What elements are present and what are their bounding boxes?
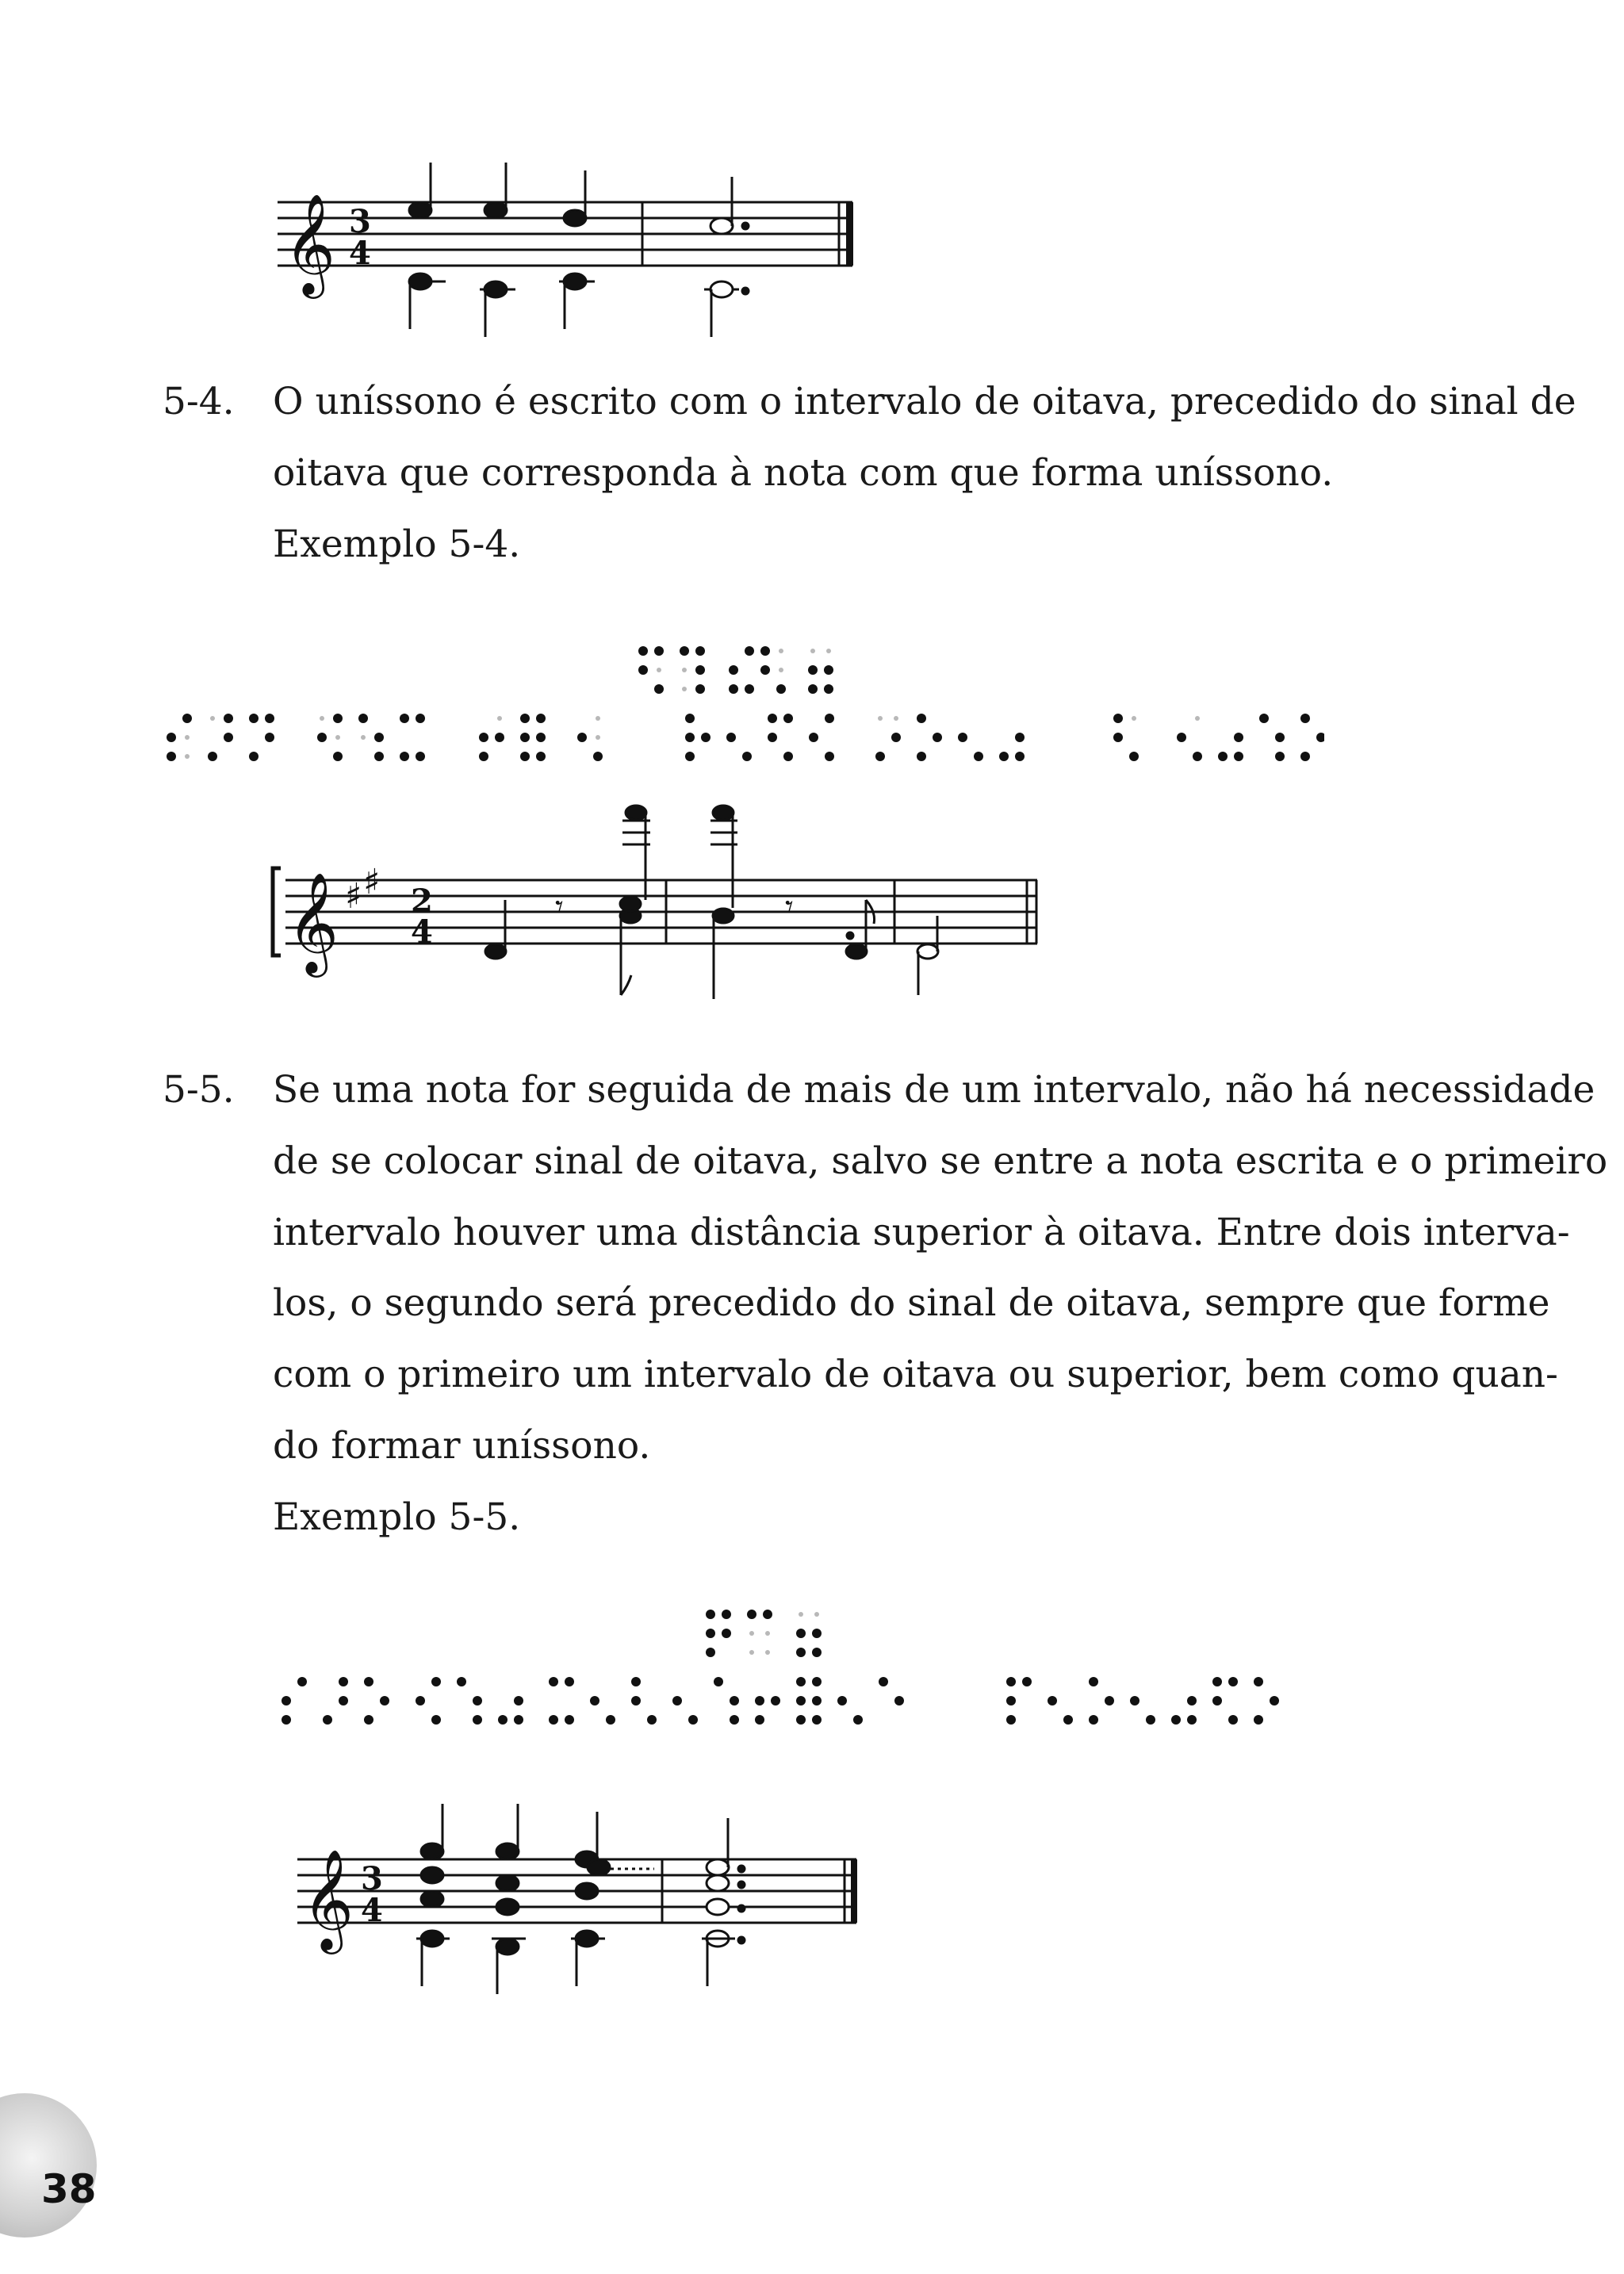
- time-sig-top: 2: [411, 882, 433, 920]
- svg-text:♯: ♯: [363, 862, 381, 902]
- time-sig-bottom: 4: [411, 913, 433, 951]
- section-number: 5-4.: [163, 380, 235, 423]
- braille-line-5-4: [167, 714, 1324, 764]
- svg-text:♯: ♯: [345, 876, 362, 917]
- page-number: 38: [41, 2166, 97, 2212]
- svg-text:𝄞: 𝄞: [284, 193, 336, 294]
- paragraph-line: Se uma nota for seguida de mais de um intervalo, não há necessidade: [273, 1068, 1595, 1112]
- braille-header-5-4: [638, 646, 852, 697]
- time-sig-bottom: 4: [361, 1892, 383, 1929]
- time-sig-bottom: 4: [349, 235, 371, 272]
- svg-text:𝄞: 𝄞: [287, 871, 339, 973]
- paragraph-line: oitava que corresponda à nota com que forma uníssono.: [273, 451, 1334, 495]
- time-sig-top: 3: [361, 1860, 383, 1897]
- svg-text:𝄞: 𝄞: [302, 1848, 354, 1950]
- svg-text:𝄾: 𝄾: [785, 889, 794, 925]
- svg-text:𝄾: 𝄾: [555, 889, 564, 925]
- time-sig-top: 3: [349, 203, 371, 240]
- section-number: 5-5.: [163, 1068, 235, 1112]
- paragraph-line: de se colocar sinal de oitava, salvo se entre a nota escrita e o primeiro: [273, 1139, 1608, 1183]
- score-top: [270, 155, 872, 361]
- score-example-5-4: [270, 797, 1063, 1019]
- braille-line-5-5: [282, 1677, 1312, 1728]
- paragraph-line: los, o segundo será precedido do sinal de oitava, sempre que forme: [273, 1281, 1550, 1325]
- paragraph-line: intervalo houver uma distância superior à oitava. Entre dois interva-: [273, 1211, 1570, 1254]
- example-label: Exemplo 5-4.: [273, 523, 521, 566]
- braille-header-5-5: [706, 1610, 833, 1660]
- paragraph-line: do formar uníssono.: [273, 1424, 651, 1468]
- example-label: Exemplo 5-5.: [273, 1495, 521, 1539]
- score-example-5-5: [274, 1796, 876, 2010]
- paragraph-line: com o primeiro um intervalo de oitava ou superior, bem como quan-: [273, 1353, 1558, 1396]
- page-number-badge: [0, 2093, 97, 2238]
- paragraph-line: O uníssono é escrito com o intervalo de oitava, precedido do sinal de: [273, 380, 1576, 423]
